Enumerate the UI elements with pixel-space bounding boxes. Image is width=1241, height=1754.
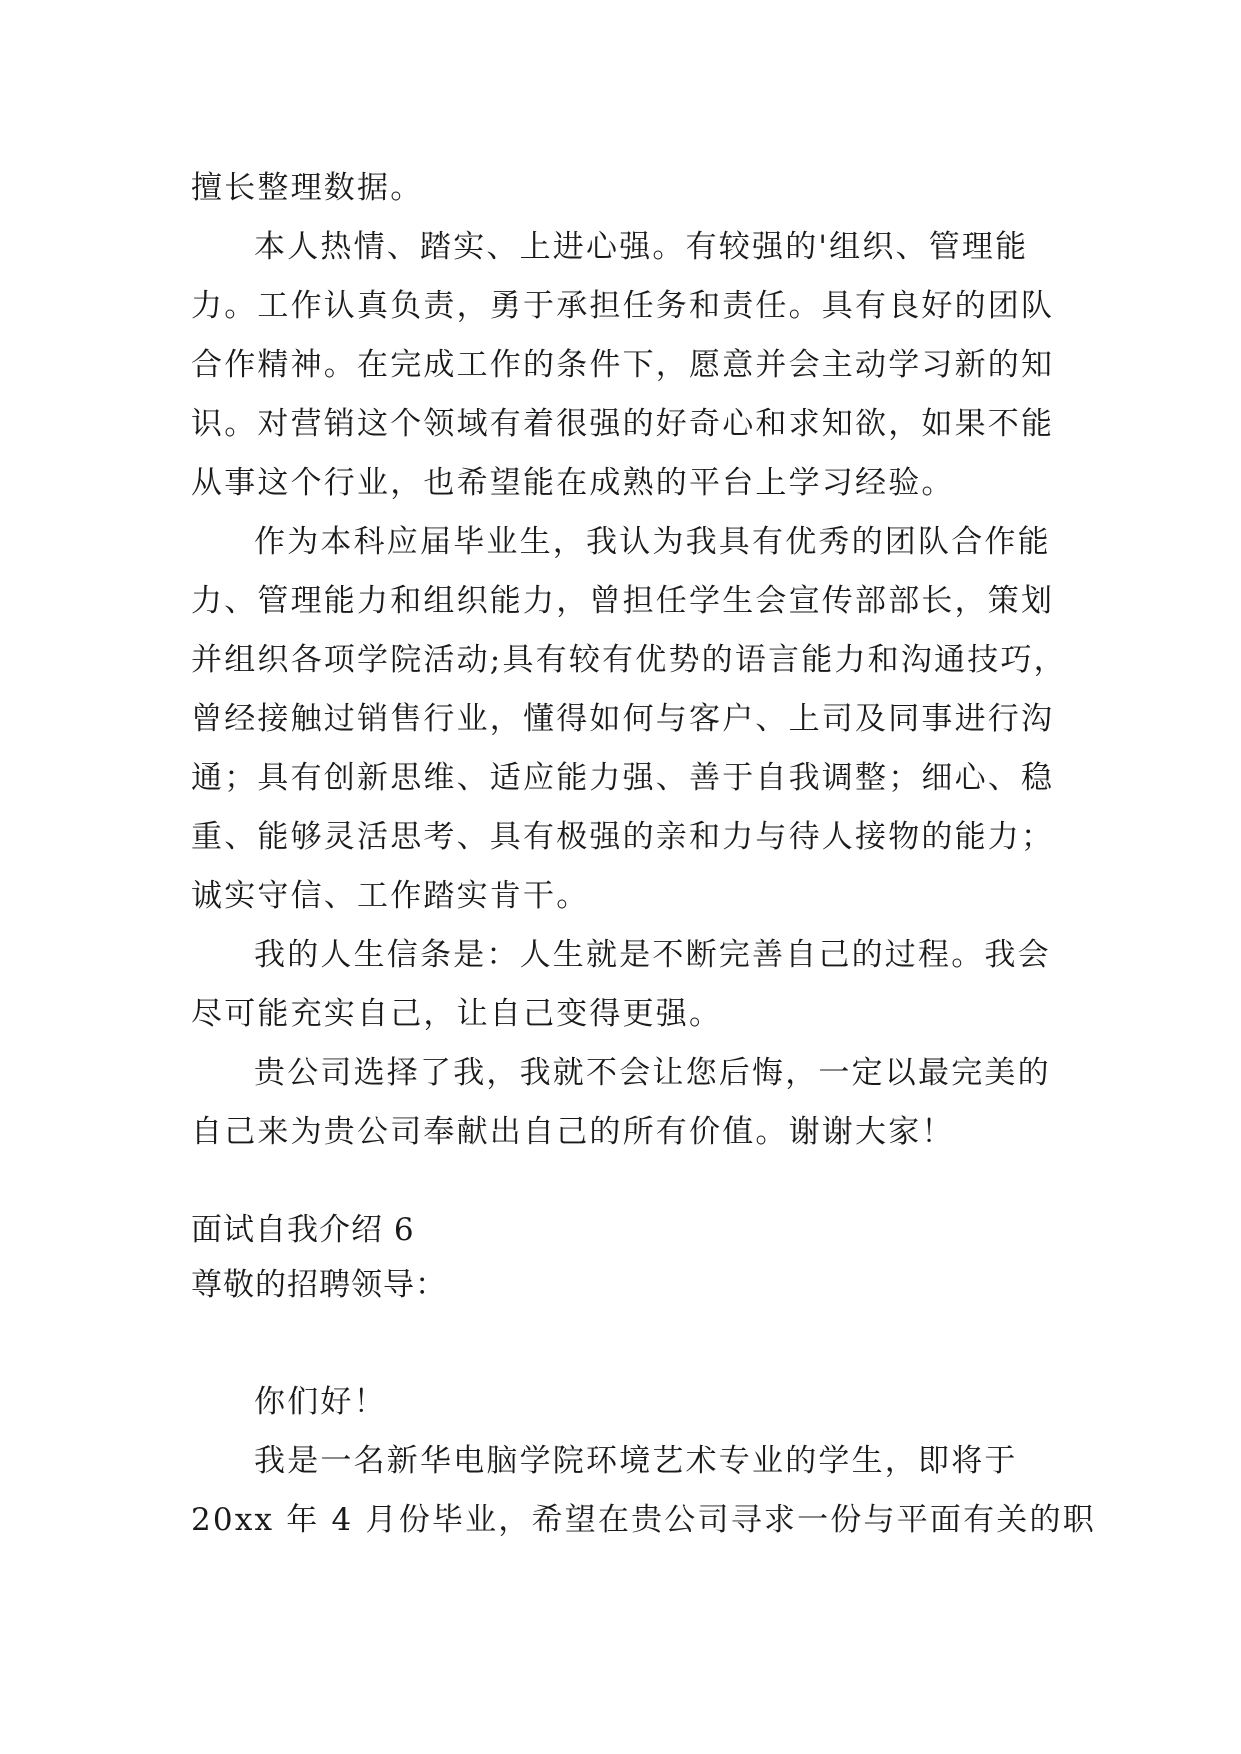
paragraph-line: 力、管理能力和组织能力，曾担任学生会宣传部部长，策划 — [191, 583, 1055, 619]
paragraph-line: 诚实守信、工作踏实肯干。 — [191, 878, 590, 914]
paragraph-line: 作为本科应届毕业生，我认为我具有优秀的团队合作能 — [254, 524, 1051, 560]
section-heading: 面试自我介绍 6 — [191, 1212, 415, 1248]
paragraph-line: 贵公司选择了我，我就不会让您后悔，一定以最完美的 — [254, 1055, 1051, 1091]
paragraph-line: 尽可能充实自己，让自己变得更强。 — [191, 996, 723, 1032]
greeting-line: 你们好！ — [254, 1384, 387, 1420]
paragraph-line: 我是一名新华电脑学院环境艺术专业的学生，即将于 — [254, 1443, 1018, 1479]
paragraph-line: 我的人生信条是：人生就是不断完善自己的过程。我会 — [254, 937, 1051, 973]
salutation: 尊敬的招聘领导： — [191, 1267, 447, 1303]
paragraph-line: 从事这个行业，也希望能在成熟的平台上学习经验。 — [191, 465, 955, 501]
paragraph-line: 合作精神。在完成工作的条件下，愿意并会主动学习新的知 — [191, 347, 1055, 383]
paragraph-line: 识。对营销这个领域有着很强的好奇心和求知欲，如果不能 — [191, 406, 1055, 442]
paragraph-line: 曾经接触过销售行业，懂得如何与客户、上司及同事进行沟 — [191, 701, 1055, 737]
paragraph-line: 重、能够灵活思考、具有极强的亲和力与待人接物的能力； — [191, 819, 1055, 855]
paragraph-line: 本人热情、踏实、上进心强。有较强的'组织、管理能 — [254, 229, 1029, 265]
paragraph-line: 并组织各项学院活动;具有较有优势的语言能力和沟通技巧， — [191, 642, 1067, 678]
paragraph-line: 20xx 年 4 月份毕业，希望在贵公司寻求一份与平面有关的职 — [191, 1502, 1096, 1538]
paragraph-line: 擅长整理数据。 — [191, 170, 424, 206]
paragraph-line: 力。工作认真负责，勇于承担任务和责任。具有良好的团队 — [191, 288, 1055, 324]
paragraph-line: 自己来为贵公司奉献出自己的所有价值。谢谢大家！ — [191, 1114, 955, 1150]
paragraph-line: 通；具有创新思维、适应能力强、善于自我调整；细心、稳 — [191, 760, 1055, 796]
